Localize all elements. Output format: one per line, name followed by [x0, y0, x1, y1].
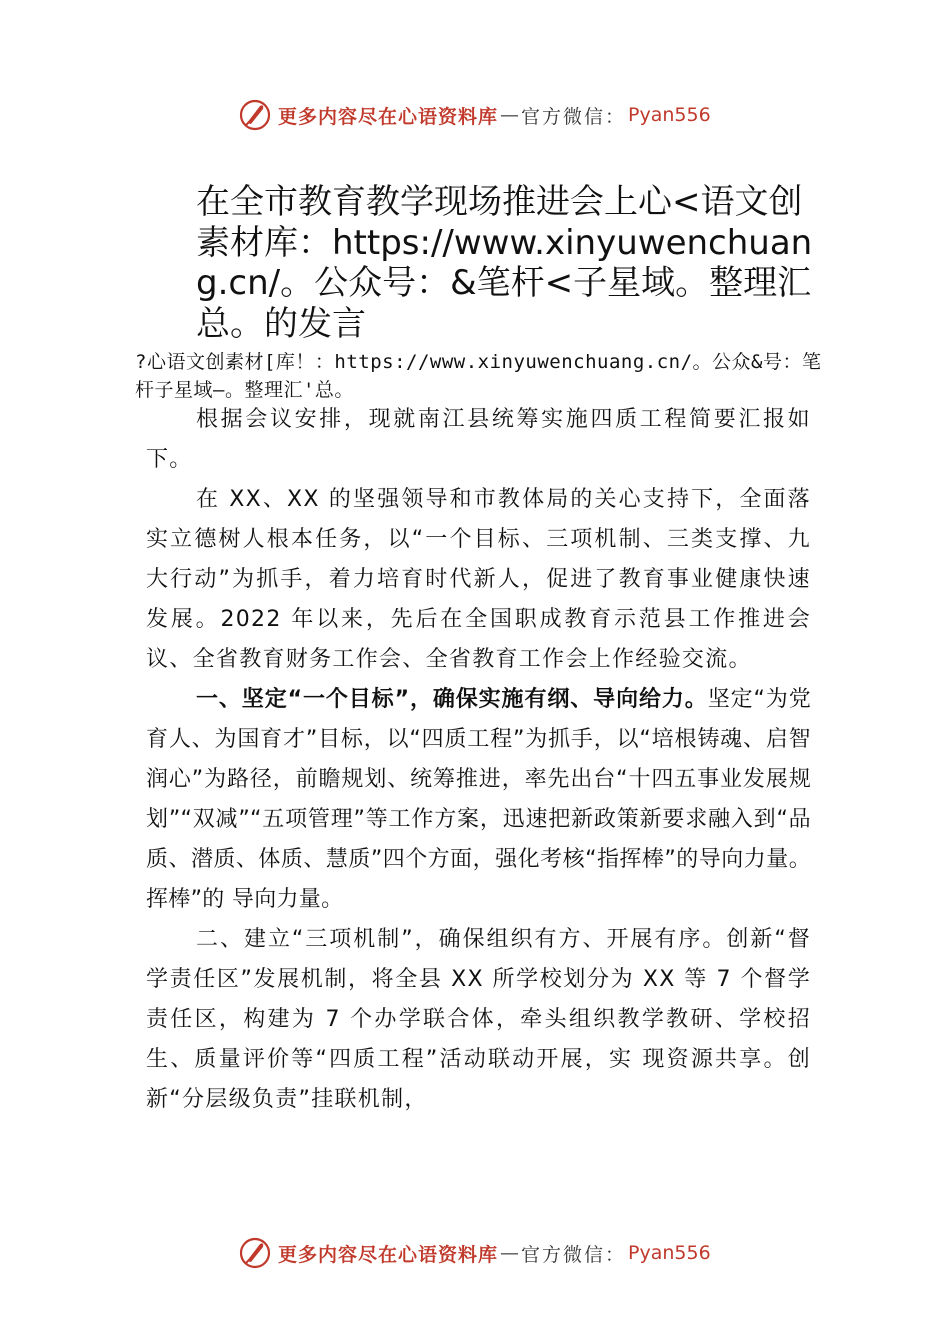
quill-logo-icon	[238, 98, 272, 132]
banner-dash: —	[500, 104, 520, 126]
section-one-body: 坚定“为党育人、为国育才”目标，以“四质工程”为抓手，以“培根铸魂、启智润心”为路径，前瞻规划、统筹推进，率先出台“十四五事业发展规划”“双减”“五项管理”等工作方案，迅速把新政策新要求融入到“品质、潜质、体质、慧质”四个方面，强化考核“指挥棒”的导向力量。挥棒”的 导向力量。	[146, 687, 811, 912]
banner-wechat-id: Pyan556	[628, 104, 711, 126]
quill-logo-icon	[238, 1236, 272, 1270]
banner-dash: —	[500, 1242, 520, 1264]
header-banner	[238, 95, 758, 135]
document-title: 在全市教育教学现场推进会上心<语文创素材库：https://www.xinyuwenchuang.cn/。公众号：&笔杆<子星域。整理汇总。的发言	[196, 182, 813, 344]
banner-official-label: 官方微信：	[521, 105, 627, 128]
footer-banner	[238, 1233, 758, 1273]
banner-brand: 更多内容尽在心语资料库	[278, 1243, 499, 1266]
section-one-heading: 一、坚定“一个目标”，确保实施有纲、导向给力。	[196, 687, 708, 712]
banner-brand: 更多内容尽在心语资料库	[278, 105, 499, 128]
banner-wechat-id: Pyan556	[628, 1242, 711, 1264]
paragraph-section-one	[146, 680, 811, 920]
paragraph-intro: 根据会议安排，现就南江县统筹实施四质工程简要汇报如下。	[146, 407, 811, 472]
paragraph-section-two: 二、建立“三项机制”，确保组织有方、开展有序。创新“督学责任区”发展机制，将全县 XX 所学校划分为 XX 等 7 个督学责任区，构建为 7 个办学联合体，牵头组织教学教研、学校招生、质量评价等“四质工程”活动联动开展，实 现资源共享。创新“分层级负责”挂联机制，	[146, 927, 811, 1112]
paragraph-overview: 在 XX、XX 的坚强领导和市教体局的关心支持下，全面落实立德树人根本任务，以“一个目标、三项机制、三类支撑、九大行动”为抓手，着力培育时代新人，促进了教育事业健康快速发展。2022 年以来，先后在全国职成教育示范县工作推进会议、全省教育财务工作会、全省教育工作会上作经验交流。	[146, 487, 811, 672]
document-body	[146, 400, 811, 1120]
source-note: ?心语文创素材[库！：https://www.xinyuwenchuang.cn/。公众&号：笔杆子星域—。整理汇'总。	[135, 351, 822, 401]
banner-official-label: 官方微信：	[521, 1243, 627, 1266]
